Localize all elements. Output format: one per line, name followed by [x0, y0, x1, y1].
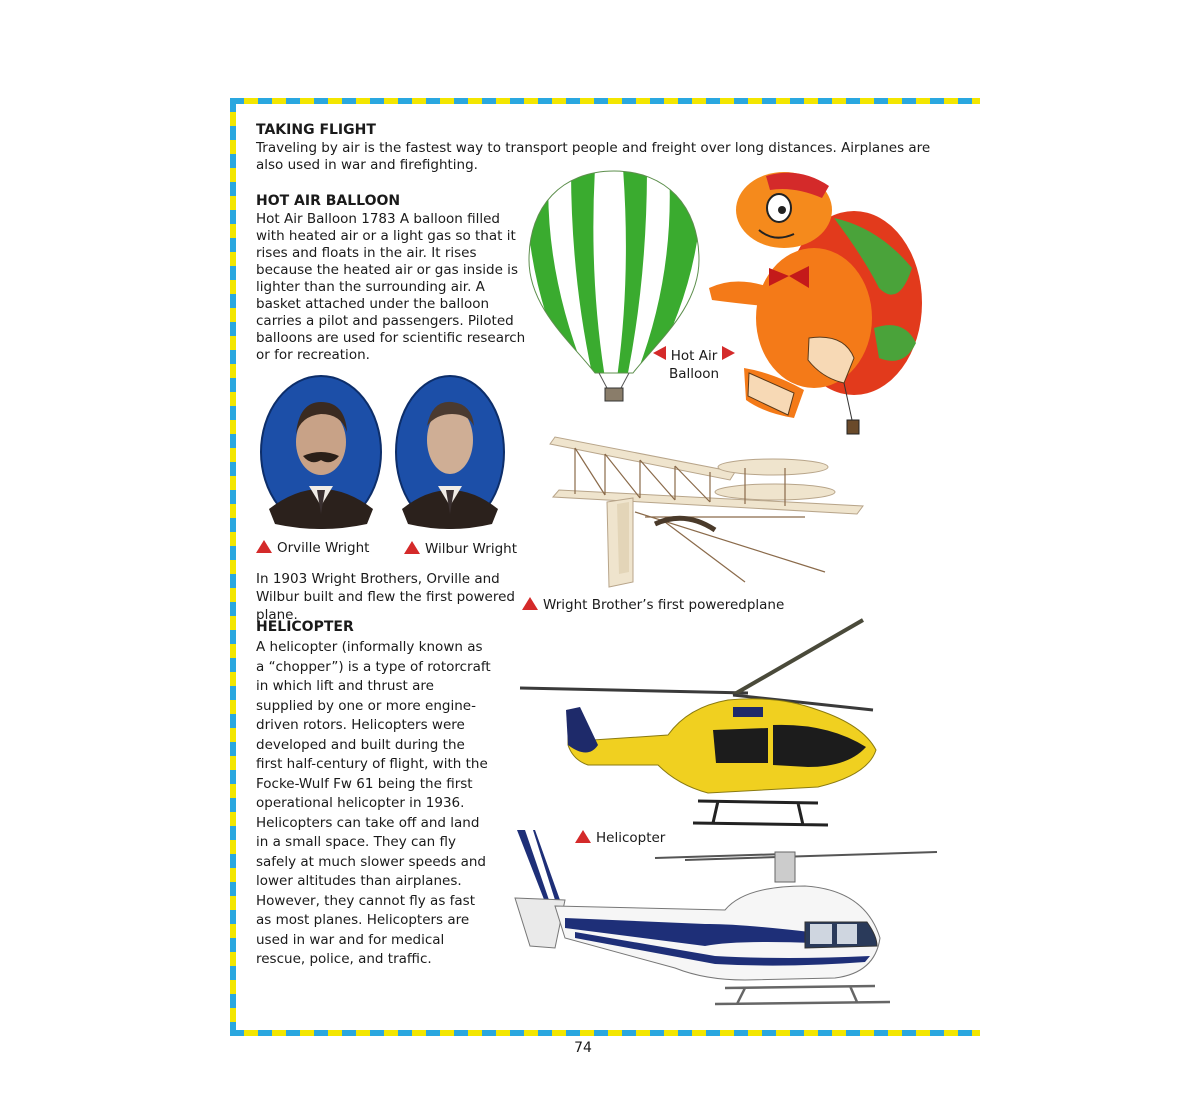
orville-wright-caption: Orville Wright — [256, 539, 369, 557]
left-triangle-marker-icon — [653, 346, 666, 360]
helicopter-caption: Helicopter — [575, 829, 665, 847]
orville-wright-portrait — [259, 374, 383, 530]
helicopter-paragraph: A helicopter (informally known as a “chopper”) is a type of rotorcraft in which lift and thrust are supplied by one or more engine-driven rotors. Helicopters were developed and built during the first half-century of flight, with the Focke-Wulf Fw 61 being the first operational helicopter in 1936. Helicopters can take off and land in a small space. They can fly safely at much slower speeds and lower altitudes than airplanes. However, they cannot fly as fast as most planes. Helicopters are used in war and for medical rescue, police, and traffic. — [256, 639, 491, 967]
white-helicopter-image — [505, 828, 940, 1018]
yellow-helicopter-image — [518, 615, 883, 835]
turtle-balloon-image — [704, 168, 924, 438]
triangle-marker-icon — [404, 541, 420, 554]
page-frame-left — [230, 98, 236, 1036]
page-number: 74 — [574, 1040, 592, 1056]
section-heading-taking-flight: TAKING FLIGHT — [256, 122, 376, 138]
page-frame-bottom — [230, 1030, 980, 1036]
balloon-caption: Hot Air Balloon — [646, 346, 742, 383]
page-frame-top — [230, 98, 980, 104]
balloon-paragraph: Hot Air Balloon 1783 A balloon filled with heated air or a light gas so that it rises and floats in the air. It rises because the heated air or gas inside is lighter than the surrounding air. A basket attached under the balloon carries a pilot and passengers. Piloted balloons are used for scientific research or for recreation. — [256, 211, 526, 363]
wilbur-wright-portrait — [394, 374, 506, 530]
intro-paragraph: Traveling by air is the fastest way to transport people and freight over long distances. Airplanes are also used in war and firefighting. — [256, 140, 931, 173]
section-heading-helicopter: HELICOPTER — [256, 619, 354, 635]
triangle-marker-icon — [522, 597, 538, 610]
wilbur-wright-caption: Wilbur Wright — [404, 540, 517, 558]
triangle-marker-icon — [256, 540, 272, 553]
wright-flyer-image — [545, 432, 865, 597]
wright-brothers-paragraph: In 1903 Wright Brothers, Orville and Wilbur built and flew the first powered plane. — [256, 571, 515, 623]
section-heading-hot-air-balloon: HOT AIR BALLOON — [256, 193, 401, 209]
wright-plane-caption: Wright Brother’s first poweredplane — [522, 596, 784, 614]
